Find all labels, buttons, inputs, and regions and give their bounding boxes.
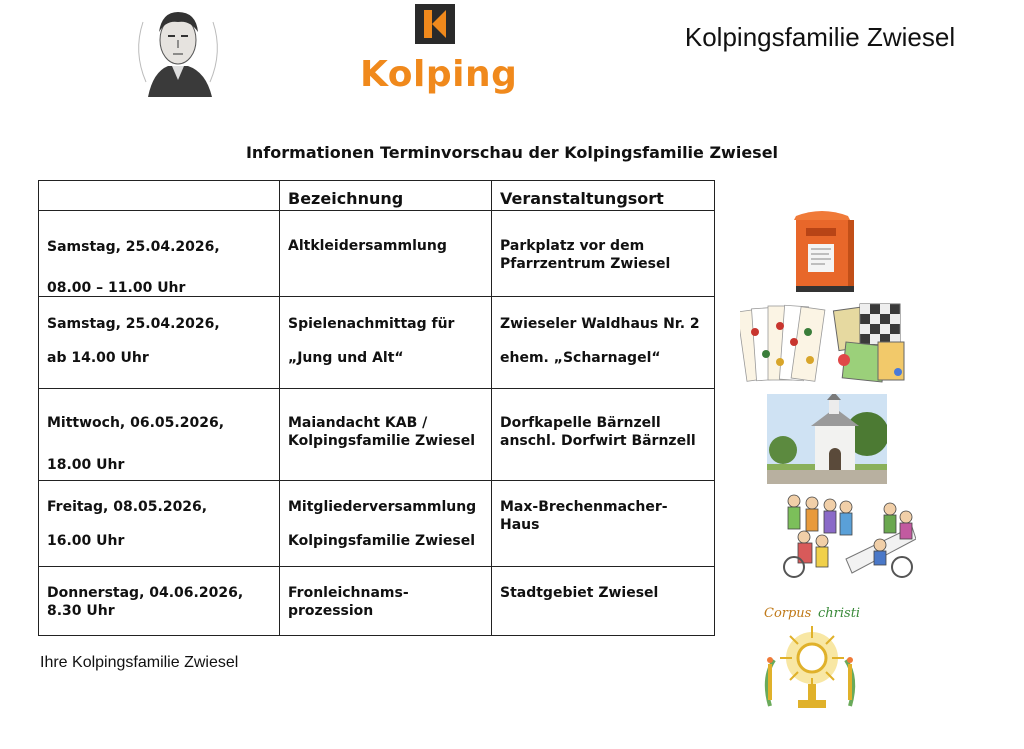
event-name: Kolpingsfamilie Zwiesel — [288, 533, 476, 549]
event-name: Maiandacht KAB / — [288, 415, 428, 431]
column-header-date — [39, 181, 280, 211]
christi-label: christi — [818, 606, 861, 621]
event-name: Kolpingsfamilie Zwiesel — [288, 433, 476, 449]
footer-signature: Ihre Kolpingsfamilie Zwiesel — [40, 654, 239, 671]
logo-wordmark: Kolping — [360, 54, 518, 95]
event-place: Stadtgebiet Zwiesel — [500, 585, 659, 601]
event-name: „Jung und Alt“ — [288, 350, 404, 366]
table-row — [39, 389, 715, 481]
event-place: Parkplatz vor dem — [500, 238, 645, 254]
name-cell — [280, 567, 492, 636]
name-cell — [280, 211, 492, 297]
table-row — [39, 211, 715, 297]
event-name: prozession — [288, 603, 374, 619]
event-place: Dorfkapelle Bärnzell — [500, 415, 661, 431]
corpus-label: Corpus — [764, 606, 812, 621]
page-title: Informationen Terminvorschau der Kolpingsfamilie Zwiesel — [245, 143, 779, 162]
event-place: Haus — [500, 517, 540, 533]
place-cell — [492, 567, 715, 636]
org-title: Kolpingsfamilie Zwiesel — [684, 22, 956, 52]
games-image — [740, 302, 908, 386]
place-cell — [492, 297, 715, 389]
event-time: 8.30 Uhr — [47, 603, 115, 619]
event-name: Mitgliederversammlung — [288, 499, 477, 515]
date-cell — [39, 389, 280, 481]
event-place: ehem. „Scharnagel“ — [500, 350, 661, 366]
chapel-image — [767, 394, 887, 484]
name-cell — [280, 297, 492, 389]
event-date: Freitag, 08.05.2026, — [47, 499, 208, 515]
table-row — [39, 481, 715, 567]
portrait-sketch — [128, 2, 228, 100]
event-time: 08.00 – 11.00 Uhr — [47, 280, 186, 296]
date-cell — [39, 481, 280, 567]
table-row — [39, 297, 715, 389]
event-name: Fronleichnams- — [288, 585, 409, 601]
table-row — [39, 567, 715, 636]
event-place: Max-Brechenmacher- — [500, 499, 668, 515]
place-cell — [492, 211, 715, 297]
place-cell — [492, 389, 715, 481]
kolping-logo — [360, 4, 518, 100]
event-date: Samstag, 25.04.2026, — [47, 316, 220, 332]
name-cell — [280, 389, 492, 481]
event-time: 18.00 Uhr — [47, 457, 125, 473]
event-time: ab 14.00 Uhr — [47, 350, 149, 366]
table-header-row — [39, 181, 715, 211]
column-header-name: Bezeichnung — [280, 181, 492, 211]
event-name: Altkleidersammlung — [288, 238, 447, 254]
date-cell — [39, 297, 280, 389]
event-date: Mittwoch, 06.05.2026, — [47, 415, 225, 431]
kolping-k-icon — [415, 4, 455, 44]
event-date: Donnerstag, 04.06.2026, — [47, 585, 244, 601]
column-header-place: Veranstaltungsort — [492, 181, 715, 211]
meeting-image — [780, 487, 916, 583]
event-time: 16.00 Uhr — [47, 533, 125, 549]
event-place: anschl. Dorfwirt Bärnzell — [500, 433, 696, 449]
place-cell — [492, 481, 715, 567]
name-cell — [280, 481, 492, 567]
schedule-table — [38, 180, 715, 636]
date-cell — [39, 211, 280, 297]
event-place: Zwieseler Waldhaus Nr. 2 — [500, 316, 700, 332]
event-name: Spielenachmittag für — [288, 316, 455, 332]
date-cell — [39, 567, 280, 636]
event-date: Samstag, 25.04.2026, — [47, 239, 220, 255]
clothing-container-image — [792, 206, 856, 294]
corpus-christi-image — [758, 604, 862, 712]
event-place: Pfarrzentrum Zwiesel — [500, 256, 671, 272]
